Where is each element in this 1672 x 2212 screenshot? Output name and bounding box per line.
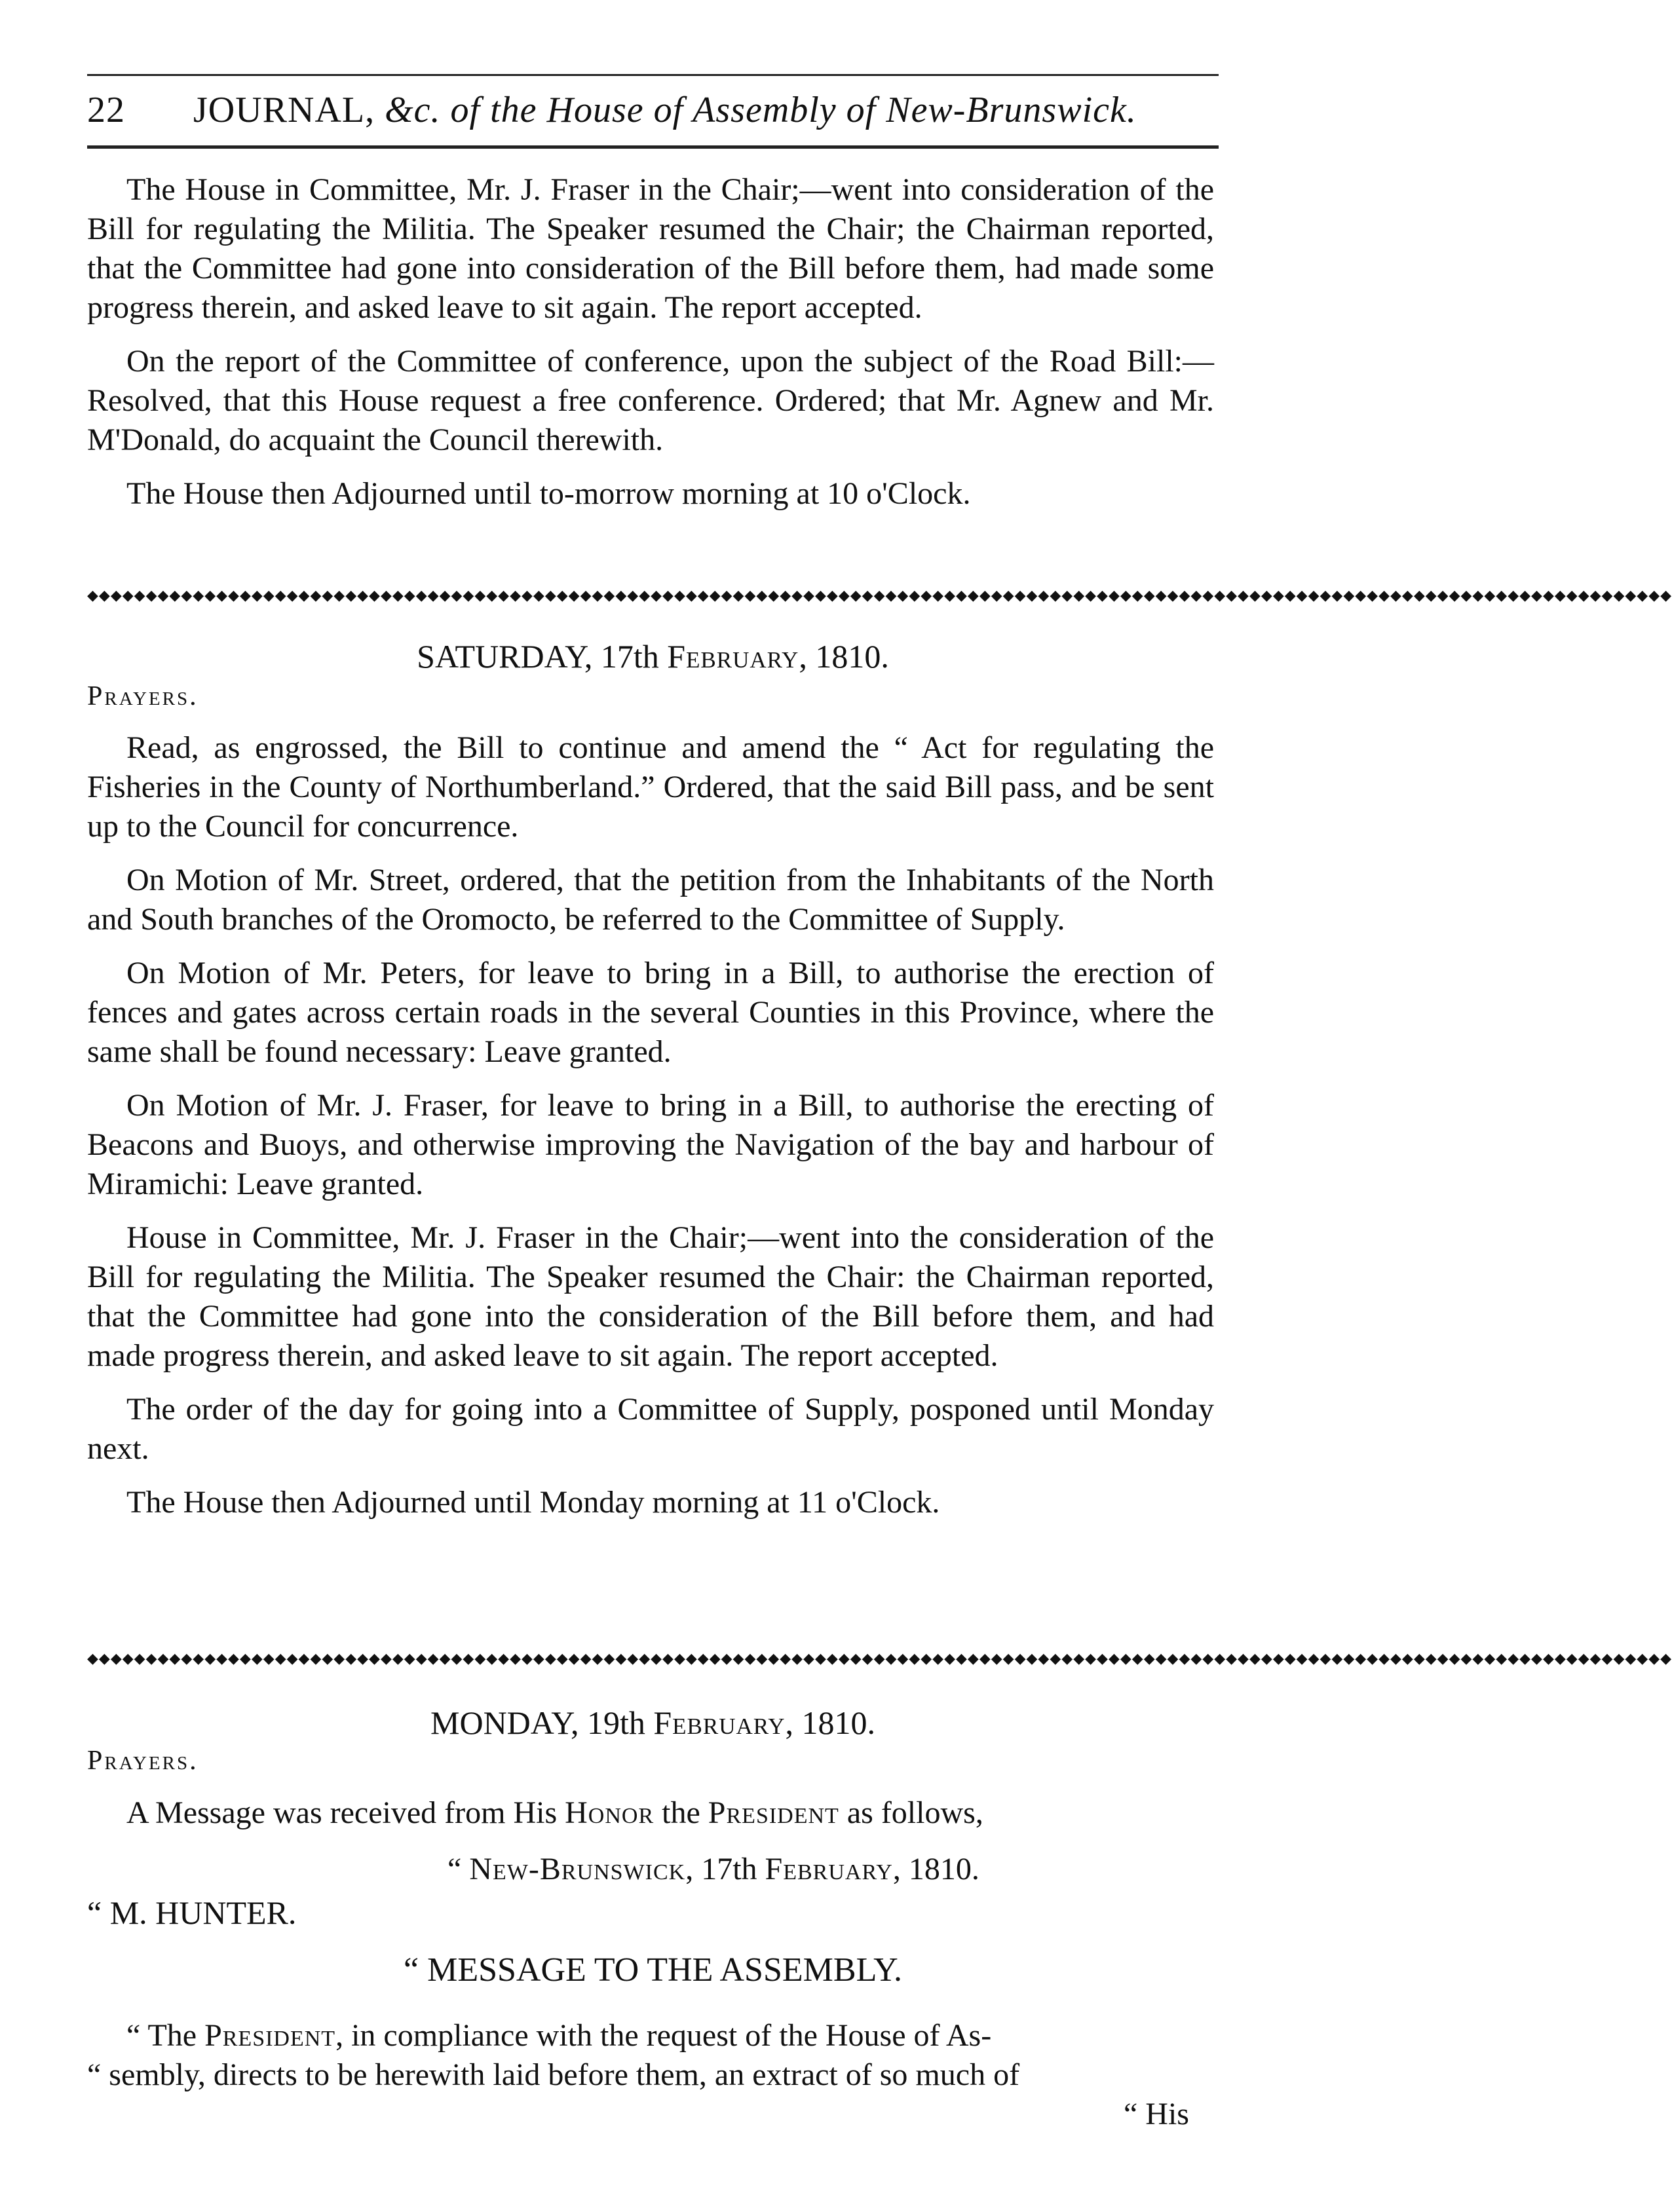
message-title: “ MESSAGE TO THE ASSEMBLY. <box>404 1951 902 1989</box>
message-intro-president: President <box>708 1795 839 1830</box>
paragraph-militia-committee-2: House in Committee, Mr. J. Fraser in the Chair;—went into the consideration of the Bill for regulating the Militia. The Speaker resumed the Chair: the Chairman reported, that the Committee had gone into the consideration of the Bill before them, and had made progress therein, and asked leave to sit again. The report accepted. <box>87 1220 1214 1373</box>
message-intro-b: as follows, <box>839 1795 983 1830</box>
prayers-label: Prayers. <box>87 681 199 711</box>
body1-a: “ The <box>126 2018 205 2053</box>
date-heading-saturday <box>87 635 1219 677</box>
date-year: , 1810. <box>785 1704 875 1741</box>
message-intro <box>126 1793 983 1833</box>
section-saturday <box>87 728 1214 1522</box>
message-intro-honor: Honor <box>565 1795 655 1830</box>
running-title-italic: &c. of the House of Assembly of New-Brunswick. <box>385 90 1137 130</box>
message-body-line-2: “ sembly, directs to be herewith laid before them, an extract of so much of <box>87 2057 1020 2092</box>
date-month: February <box>667 638 799 675</box>
section-continuation <box>87 170 1214 514</box>
top-rule <box>87 74 1219 76</box>
date-month: February <box>653 1704 786 1741</box>
paragraph-road-bill-conference: On the report of the Committee of conference, upon the subject of the Road Bill:—Resolved, that this House request a free conference. Ordered; that Mr. Agnew and Mr. M'Donald, do acquaint the Council therewith. <box>87 344 1214 457</box>
header-rule <box>87 145 1219 149</box>
message-dateline <box>447 1850 979 1889</box>
paragraph-beacons-buoys-bill: On Motion of Mr. J. Fraser, for leave to bring in a Bill, to authorise the erecting of Beacons and Buoys, and otherwise improving the Navigation of the bay and harbour of Miramichi: Leave granted. <box>87 1088 1214 1201</box>
prayers-label: Prayers. <box>87 1746 199 1776</box>
paragraph-militia-committee: The House in Committee, Mr. J. Fraser in the Chair;—went into consideration of the Bill for regulating the Militia. The Speaker resumed the Chair; the Chairman reported, that the Committee had gone into consideration of the Bill before them, had made some progress therein, and asked leave to sit again. The report accepted. <box>87 172 1214 325</box>
ornamental-divider: ◆◆◆◆◆◆◆◆◆◆◆◆◆◆◆◆◆◆◆◆◆◆◆◆◆◆◆◆◆◆◆◆◆◆◆◆◆◆◆◆◆◆◆◆◆◆◆◆◆◆◆◆◆◆◆◆◆◆◆◆◆◆◆◆◆◆◆◆◆◆◆◆◆◆◆◆◆◆◆◆◆◆◆◆◆◆◆◆◆◆◆◆◆◆◆◆◆◆◆◆◆◆◆◆◆◆◆◆◆◆◆◆◆◆◆◆◆◆◆◆◆◆◆◆◆◆◆◆◆◆◆◆◆◆◆ <box>87 587 1672 603</box>
paragraph-fences-gates-bill: On Motion of Mr. Peters, for leave to bring in a Bill, to authorise the erection of fences and gates across certain roads in the several Counties in this Province, where the same shall be found necessary: Leave granted. <box>87 956 1214 1069</box>
paragraph-adjourned-saturday: The House then Adjourned until to-morrow morning at 10 o'Clock. <box>126 476 971 511</box>
dateline-day: , 17th <box>685 1852 765 1886</box>
page-number: 22 <box>87 90 125 130</box>
message-intro-a: A Message was received from His <box>126 1795 565 1830</box>
paragraph-oromocto-petition: On Motion of Mr. Street, ordered, that the petition from the Inhabitants of the North and South branches of the Oromocto, be referred to the Committee of Supply. <box>87 863 1214 937</box>
dateline-year: , 1810. <box>892 1852 979 1886</box>
body1-b: , in compliance with the request of the House of As- <box>335 2018 992 2053</box>
paragraph-adjourned-monday: The House then Adjourned until Monday morning at 11 o'Clock. <box>126 1485 940 1520</box>
catchword: “ His <box>1124 2097 1189 2131</box>
paragraph-committee-of-supply: The order of the day for going into a Committee of Supply, posponed until Monday next. <box>87 1392 1214 1466</box>
date-year: , 1810. <box>799 638 889 675</box>
message-intro-the: the <box>654 1795 708 1830</box>
date-heading-monday <box>87 1702 1219 1744</box>
dateline-place: New-Brunswick <box>469 1852 686 1886</box>
running-title-prefix: JOURNAL, <box>193 90 385 130</box>
paragraph-fisheries-bill: Read, as engrossed, the Bill to continue and amend the “ Act for regulating the Fisheries in the County of Northumberland.” Ordered, that the said Bill pass, and be sent up to the Council for concurrence. <box>87 730 1214 844</box>
running-title <box>193 84 1137 136</box>
dateline-quote: “ <box>447 1852 470 1886</box>
running-header <box>87 84 1219 136</box>
message-body-line-1 <box>126 2016 991 2055</box>
message-signature: “ M. HUNTER. <box>87 1894 297 1931</box>
ornamental-divider-2: ◆◆◆◆◆◆◆◆◆◆◆◆◆◆◆◆◆◆◆◆◆◆◆◆◆◆◆◆◆◆◆◆◆◆◆◆◆◆◆◆◆◆◆◆◆◆◆◆◆◆◆◆◆◆◆◆◆◆◆◆◆◆◆◆◆◆◆◆◆◆◆◆◆◆◆◆◆◆◆◆◆◆◆◆◆◆◆◆◆◆◆◆◆◆◆◆◆◆◆◆◆◆◆◆◆◆◆◆◆◆◆◆◆◆◆◆◆◆◆◆◆◆◆◆◆◆◆◆◆◆◆◆◆◆◆ <box>87 1650 1672 1666</box>
date-day: SATURDAY, 17th <box>417 638 668 675</box>
date-day: MONDAY, 19th <box>430 1704 654 1741</box>
body1-president: President <box>204 2018 336 2053</box>
dateline-month: February <box>765 1852 893 1886</box>
